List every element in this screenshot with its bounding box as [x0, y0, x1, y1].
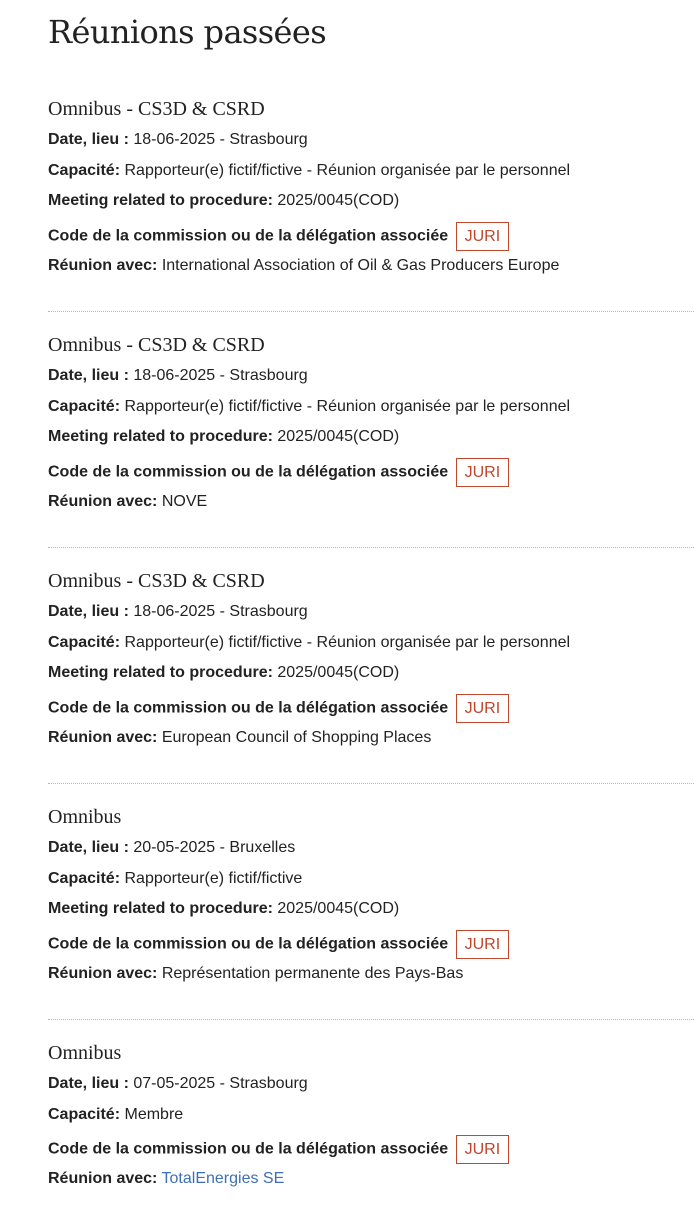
- committee-code-label: Code de la commission ou de la délégation associée: [48, 935, 449, 953]
- capacity-value: Rapporteur(e) fictif/fictive - Réunion organisée par le personnel: [124, 633, 571, 651]
- date-place-value: 18-06-2025 - Strasbourg: [133, 131, 308, 148]
- capacity-value: Rapporteur(e) fictif/fictive - Réunion organisée par le personnel: [124, 161, 571, 179]
- meeting-date-place: [48, 130, 694, 150]
- date-place-label: Date, lieu :: [48, 367, 129, 384]
- meeting-capacity: [48, 869, 694, 889]
- meeting-date-place: [48, 602, 694, 622]
- committee-badge-juri[interactable]: JURI: [456, 458, 510, 487]
- date-place-label: Date, lieu :: [48, 839, 129, 856]
- capacity-value: Rapporteur(e) fictif/fictive: [124, 869, 303, 887]
- meeting-committee-code: [48, 458, 694, 486]
- date-place-value: 07-05-2025 - Strasbourg: [133, 1075, 308, 1092]
- capacity-label: Capacité:: [48, 161, 121, 179]
- meeting-procedure: [48, 191, 694, 211]
- meeting-with-value: NOVE: [161, 492, 208, 510]
- meeting-title: Omnibus - CS3D & CSRD: [48, 98, 265, 120]
- committee-badge-juri[interactable]: JURI: [456, 930, 510, 959]
- meeting-capacity: [48, 1105, 694, 1125]
- capacity-label: Capacité:: [48, 397, 121, 415]
- committee-badge-juri[interactable]: JURI: [456, 1135, 510, 1164]
- procedure-value: 2025/0045(COD): [277, 192, 400, 209]
- meeting-with-label: Réunion avec:: [48, 256, 158, 274]
- capacity-label: Capacité:: [48, 1105, 121, 1123]
- committee-badge-juri[interactable]: JURI: [456, 694, 510, 723]
- capacity-value: Membre: [124, 1105, 184, 1123]
- meeting-procedure: [48, 663, 694, 683]
- date-place-label: Date, lieu :: [48, 603, 129, 620]
- meeting-item: [48, 1036, 694, 1226]
- procedure-label: Meeting related to procedure:: [48, 428, 273, 445]
- meeting-committee-code: [48, 930, 694, 958]
- meeting-with-label: Réunion avec:: [48, 964, 158, 982]
- meeting-date-place: [48, 366, 694, 386]
- meeting-with: [48, 964, 694, 984]
- meeting-committee-code: [48, 694, 694, 722]
- meetings-list: [48, 92, 694, 1226]
- committee-code-label: Code de la commission ou de la délégation associée: [48, 1140, 449, 1158]
- meeting-with-value: Représentation permanente des Pays-Bas: [161, 964, 464, 982]
- date-place-value: 18-06-2025 - Strasbourg: [133, 603, 308, 620]
- capacity-value: Rapporteur(e) fictif/fictive - Réunion organisée par le personnel: [124, 397, 571, 415]
- meeting-item: [48, 800, 694, 1020]
- procedure-label: Meeting related to procedure:: [48, 900, 273, 917]
- page-title: Réunions passées: [48, 13, 327, 51]
- procedure-label: Meeting related to procedure:: [48, 192, 273, 209]
- procedure-value: 2025/0045(COD): [277, 428, 400, 445]
- meeting-with-value: European Council of Shopping Places: [161, 728, 432, 746]
- meeting-procedure: [48, 427, 694, 447]
- meeting-capacity: [48, 633, 694, 653]
- meeting-capacity: [48, 161, 694, 181]
- meeting-with-value: International Association of Oil & Gas Producers Europe: [161, 256, 560, 274]
- meeting-title: Omnibus - CS3D & CSRD: [48, 334, 265, 356]
- committee-badge-juri[interactable]: JURI: [456, 222, 510, 251]
- date-place-label: Date, lieu :: [48, 131, 129, 148]
- procedure-value: 2025/0045(COD): [277, 664, 400, 681]
- date-place-label: Date, lieu :: [48, 1075, 129, 1092]
- capacity-label: Capacité:: [48, 633, 121, 651]
- meeting-with: [48, 256, 694, 276]
- meeting-with-link[interactable]: TotalEnergies SE: [161, 1170, 285, 1187]
- meeting-date-place: [48, 1074, 694, 1094]
- meeting-item: [48, 92, 694, 312]
- meeting-with: [48, 492, 694, 512]
- procedure-value: 2025/0045(COD): [277, 900, 400, 917]
- capacity-label: Capacité:: [48, 869, 121, 887]
- meeting-item: [48, 328, 694, 548]
- committee-code-label: Code de la commission ou de la délégation associée: [48, 699, 449, 717]
- meeting-committee-code: [48, 1135, 694, 1163]
- committee-code-label: Code de la commission ou de la délégation associée: [48, 463, 449, 481]
- committee-code-label: Code de la commission ou de la délégation associée: [48, 227, 449, 245]
- procedure-label: Meeting related to procedure:: [48, 664, 273, 681]
- meeting-with-label: Réunion avec:: [48, 492, 158, 510]
- date-place-value: 20-05-2025 - Bruxelles: [133, 839, 296, 856]
- meeting-item: [48, 564, 694, 784]
- meeting-with-label: Réunion avec:: [48, 1170, 158, 1187]
- meeting-title: Omnibus - CS3D & CSRD: [48, 570, 265, 592]
- date-place-value: 18-06-2025 - Strasbourg: [133, 367, 308, 384]
- meeting-capacity: [48, 397, 694, 417]
- meeting-with-label: Réunion avec:: [48, 728, 158, 746]
- meeting-with: [48, 1169, 694, 1189]
- meeting-committee-code: [48, 222, 694, 250]
- meeting-title: Omnibus: [48, 806, 122, 828]
- meeting-with: [48, 728, 694, 748]
- meeting-title: Omnibus: [48, 1042, 122, 1064]
- meeting-procedure: [48, 899, 694, 919]
- meeting-date-place: [48, 838, 694, 858]
